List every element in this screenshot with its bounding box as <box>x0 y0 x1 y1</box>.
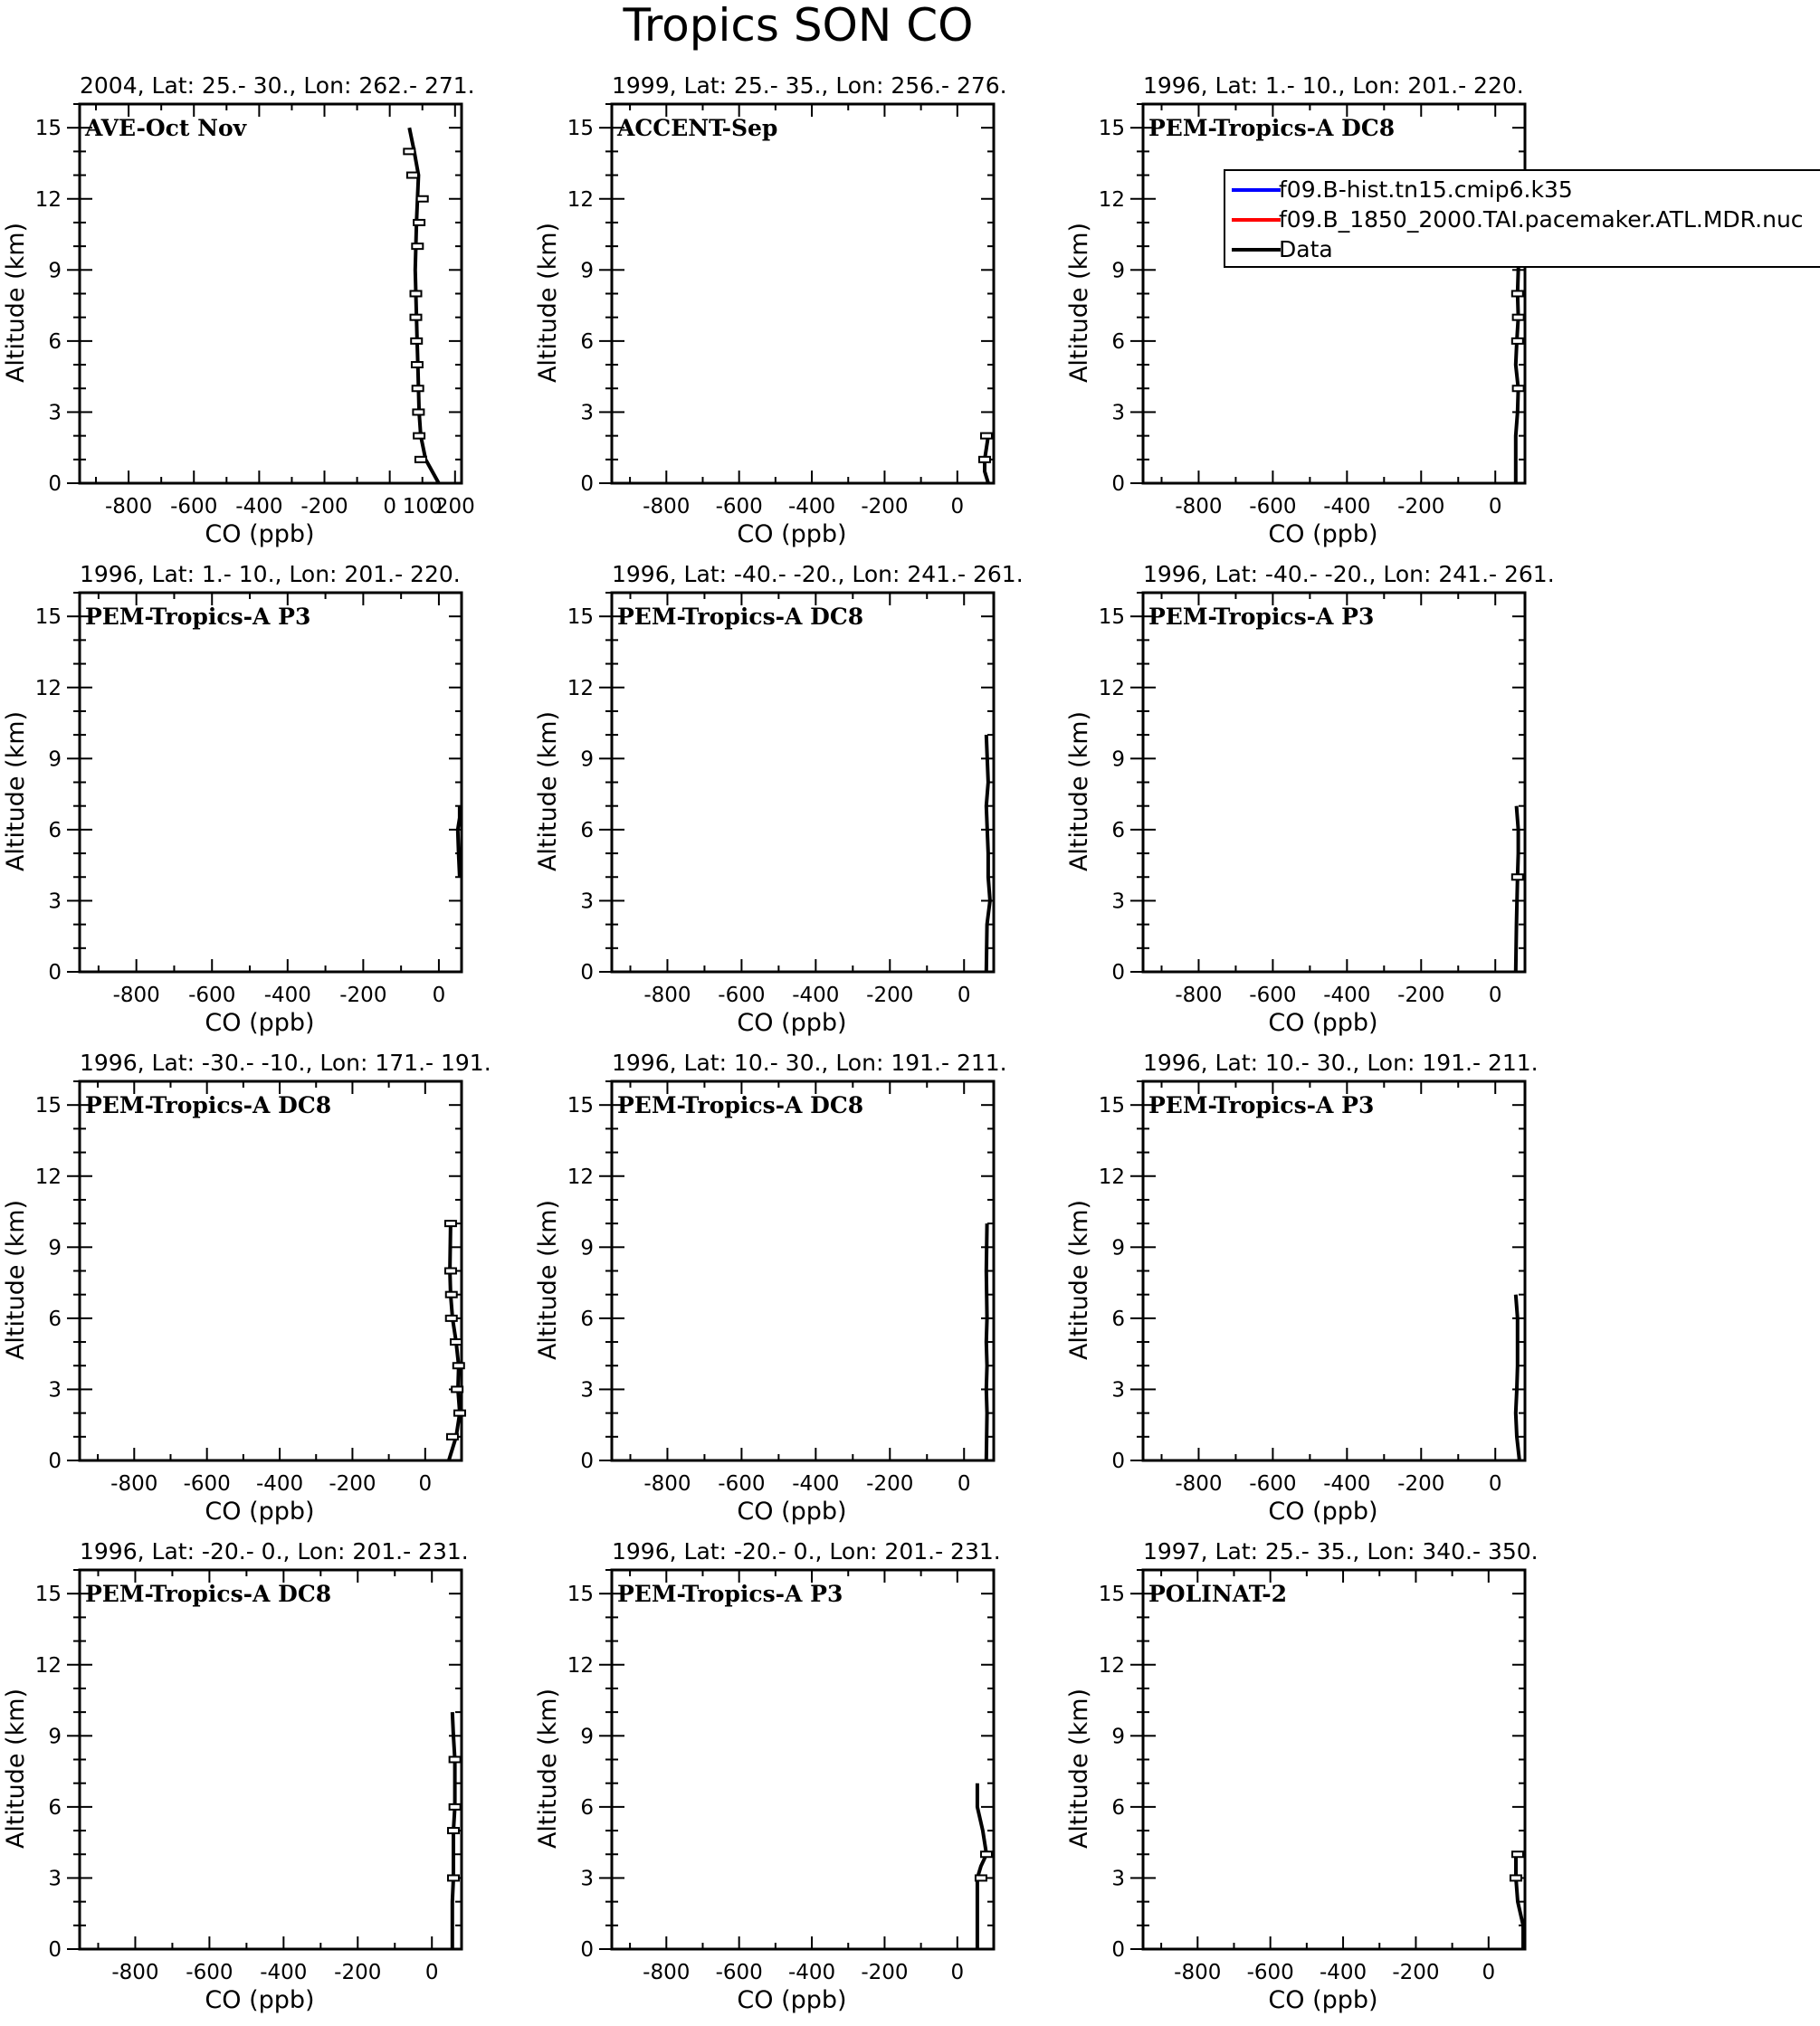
y-tick-label: 15 <box>1098 1583 1125 1607</box>
x-tick-label: -800 <box>643 495 691 518</box>
data-errbar <box>412 243 423 249</box>
panel-6 <box>1065 561 1555 1037</box>
data-errbar <box>407 173 418 178</box>
y-tick-label: 9 <box>1111 1725 1125 1749</box>
panel-3 <box>1065 72 1525 548</box>
y-tick-label: 15 <box>1098 605 1125 630</box>
x-axis-label: CO (ppb) <box>1268 520 1378 548</box>
x-tick-label: -600 <box>715 495 763 518</box>
campaign-label: PEM-Tropics-A DC8 <box>1148 115 1396 141</box>
y-tick-label: 3 <box>1111 1867 1125 1891</box>
y-tick-label: 12 <box>34 676 62 700</box>
panel-title: 1997, Lat: 25.- 35., Lon: 340.- 350. <box>1143 1538 1539 1565</box>
data-errbar <box>411 291 422 297</box>
x-tick-label: -600 <box>188 984 236 1007</box>
x-axis-label: CO (ppb) <box>205 1498 315 1526</box>
y-tick-label: 12 <box>567 676 594 700</box>
y-tick-label: 15 <box>1098 1094 1125 1118</box>
data-errbar <box>452 1386 462 1392</box>
x-tick-label: 0 <box>1488 984 1502 1007</box>
panel-4 <box>2 561 462 1037</box>
data-errbar <box>413 409 424 414</box>
y-tick-label: 6 <box>1111 329 1125 354</box>
panel-12 <box>1065 1538 1539 2014</box>
panel-title: 1996, Lat: -40.- -20., Lon: 241.- 261. <box>612 561 1024 587</box>
y-tick-label: 15 <box>567 1583 594 1607</box>
y-tick-label: 6 <box>580 1795 594 1820</box>
data-errbar <box>1512 874 1523 880</box>
x-tick-label: -800 <box>1175 984 1223 1007</box>
panel-title: 1996, Lat: 10.- 30., Lon: 191.- 211. <box>1143 1050 1539 1076</box>
x-tick-label: -600 <box>1249 984 1297 1007</box>
data-errbar <box>417 196 428 202</box>
y-tick-label: 9 <box>48 747 62 772</box>
panel-7 <box>2 1050 491 1526</box>
panel-title: 1996, Lat: -20.- 0., Lon: 201.- 231. <box>612 1538 1001 1565</box>
data-errbar <box>1512 291 1523 297</box>
y-tick-label: 3 <box>48 1378 62 1403</box>
legend-label: f09.B-hist.tn15.cmip6.k35 <box>1279 176 1573 203</box>
campaign-label: PEM-Tropics-A DC8 <box>85 1581 332 1607</box>
data-errbar <box>415 457 426 462</box>
plot-frame <box>612 593 994 972</box>
x-tick-label: -800 <box>111 1961 159 1984</box>
series-line-data <box>1516 246 1520 483</box>
y-tick-label: 6 <box>48 1307 62 1331</box>
panel-title: 1996, Lat: 1.- 10., Lon: 201.- 220. <box>80 561 461 587</box>
y-axis-label: Altitude (km) <box>1065 710 1093 872</box>
plot-frame <box>1143 1570 1525 1949</box>
y-tick-label: 9 <box>48 1236 62 1260</box>
x-tick-label: -200 <box>861 495 909 518</box>
plot-frame <box>80 1081 462 1460</box>
y-tick-label: 0 <box>580 1938 594 1962</box>
campaign-label: PEM-Tropics-A P3 <box>1148 1092 1375 1118</box>
x-tick-label: -400 <box>235 495 283 518</box>
data-errbar <box>1513 315 1524 320</box>
y-tick-label: 0 <box>48 1450 62 1473</box>
x-tick-label: -800 <box>112 984 160 1007</box>
x-tick-label: -800 <box>1175 1472 1223 1496</box>
y-axis-label: Altitude (km) <box>1065 1199 1093 1361</box>
y-tick-label: 9 <box>48 1725 62 1749</box>
y-tick-label: 6 <box>580 329 594 354</box>
panel-2 <box>534 72 1007 548</box>
x-tick-label: -600 <box>715 1961 763 1984</box>
campaign-label: ACCENT-Sep <box>617 115 778 141</box>
x-tick-label: -400 <box>255 1472 304 1496</box>
y-axis-label: Altitude (km) <box>534 710 562 872</box>
y-tick-label: 12 <box>1098 676 1125 700</box>
data-errbar <box>411 315 422 320</box>
y-tick-label: 9 <box>1111 1236 1125 1260</box>
data-errbar <box>981 433 992 439</box>
y-axis-label: Altitude (km) <box>2 1688 30 1850</box>
series-line-data <box>1516 1295 1520 1460</box>
x-axis-label: CO (ppb) <box>737 1009 847 1037</box>
data-errbar <box>446 1292 457 1298</box>
y-tick-label: 12 <box>1098 1165 1125 1189</box>
y-axis-label: Altitude (km) <box>2 222 30 384</box>
x-tick-label: 0 <box>383 495 396 518</box>
x-tick-label: -200 <box>866 984 914 1007</box>
data-errbar <box>451 1339 462 1345</box>
data-errbar <box>1512 338 1523 344</box>
x-tick-label: -200 <box>861 1961 909 1984</box>
y-tick-label: 12 <box>567 187 594 212</box>
x-tick-label: -800 <box>1175 495 1223 518</box>
x-tick-label: -200 <box>334 1961 382 1984</box>
y-tick-label: 9 <box>48 259 62 283</box>
y-tick-label: 15 <box>1098 117 1125 141</box>
panel-title: 1996, Lat: 10.- 30., Lon: 191.- 211. <box>612 1050 1007 1076</box>
data-errbar <box>981 1851 992 1857</box>
y-tick-label: 0 <box>1111 1938 1125 1962</box>
panel-9 <box>1065 1050 1539 1526</box>
data-errbar <box>979 457 990 462</box>
x-tick-label: -400 <box>792 1472 840 1496</box>
x-axis-label: CO (ppb) <box>737 1986 847 2014</box>
panel-title: 1996, Lat: -30.- -10., Lon: 171.- 191. <box>80 1050 491 1076</box>
campaign-label: PEM-Tropics-A DC8 <box>85 1092 332 1118</box>
y-tick-label: 0 <box>1111 1450 1125 1473</box>
data-errbar <box>448 1875 459 1880</box>
x-tick-label: -400 <box>787 495 836 518</box>
panel-10 <box>2 1538 469 2014</box>
x-axis-label: CO (ppb) <box>205 1986 315 2014</box>
y-axis-label: Altitude (km) <box>1065 1688 1093 1850</box>
y-tick-label: 15 <box>567 1094 594 1118</box>
y-tick-label: 3 <box>48 1867 62 1891</box>
x-tick-label: -800 <box>105 495 153 518</box>
y-tick-label: 9 <box>580 1236 594 1260</box>
x-tick-label: -400 <box>1319 1961 1367 1984</box>
y-tick-label: 15 <box>34 1583 62 1607</box>
y-tick-label: 3 <box>1111 889 1125 914</box>
plot-frame <box>1143 1081 1525 1460</box>
y-axis-label: Altitude (km) <box>534 1199 562 1361</box>
plot-frame <box>80 593 462 972</box>
legend-label: Data <box>1279 236 1333 262</box>
y-tick-label: 12 <box>1098 1653 1125 1678</box>
y-tick-label: 3 <box>1111 1378 1125 1403</box>
campaign-label: PEM-Tropics-A P3 <box>85 604 311 630</box>
y-tick-label: 6 <box>580 818 594 842</box>
x-tick-label: -400 <box>1323 984 1371 1007</box>
data-errbar <box>404 148 415 154</box>
x-tick-label: -400 <box>260 1961 308 1984</box>
campaign-label: PEM-Tropics-A P3 <box>617 1581 843 1607</box>
panel-title: 1999, Lat: 25.- 35., Lon: 256.- 276. <box>612 72 1007 99</box>
x-tick-label: -800 <box>643 984 691 1007</box>
x-tick-label: -200 <box>329 1472 376 1496</box>
y-tick-label: 3 <box>580 889 594 914</box>
y-tick-label: 12 <box>567 1165 594 1189</box>
y-tick-label: 3 <box>580 1378 594 1403</box>
data-errbar <box>1510 1875 1521 1880</box>
x-axis-label: CO (ppb) <box>1268 1498 1378 1526</box>
data-errbar <box>445 1221 456 1226</box>
y-tick-label: 6 <box>1111 818 1125 842</box>
x-tick-label: -600 <box>1249 495 1297 518</box>
y-tick-label: 15 <box>34 605 62 630</box>
y-tick-label: 15 <box>34 117 62 141</box>
y-tick-label: 3 <box>580 1867 594 1891</box>
x-axis-label: CO (ppb) <box>737 520 847 548</box>
x-tick-label: 0 <box>950 495 965 518</box>
x-tick-label: -600 <box>1249 1472 1297 1496</box>
x-tick-label: -600 <box>186 1961 233 1984</box>
data-errbar <box>1513 385 1524 391</box>
y-tick-label: 15 <box>34 1094 62 1118</box>
x-tick-label: 0 <box>1488 1472 1502 1496</box>
plot-frame <box>612 1081 994 1460</box>
panel-title: 1996, Lat: -40.- -20., Lon: 241.- 261. <box>1143 561 1555 587</box>
plot-frame <box>1143 593 1525 972</box>
x-axis-label: CO (ppb) <box>1268 1009 1378 1037</box>
x-tick-label: -200 <box>1397 495 1445 518</box>
y-tick-label: 0 <box>48 1938 62 1962</box>
data-errbar <box>450 1757 461 1763</box>
x-tick-label: -400 <box>1323 1472 1371 1496</box>
figure-title: Tropics SON CO <box>623 0 974 52</box>
x-tick-label: 0 <box>1482 1961 1496 1984</box>
series-line-data <box>986 1223 987 1460</box>
y-tick-label: 9 <box>580 259 594 283</box>
y-tick-label: 9 <box>1111 747 1125 772</box>
y-tick-label: 0 <box>48 472 62 496</box>
campaign-label: PEM-Tropics-A P3 <box>1148 604 1375 630</box>
campaign-label: PEM-Tropics-A DC8 <box>617 1092 864 1118</box>
y-tick-label: 6 <box>48 818 62 842</box>
x-axis-label: CO (ppb) <box>1268 1986 1378 2014</box>
x-tick-label: -600 <box>1246 1961 1294 1984</box>
x-tick-label: 0 <box>432 984 446 1007</box>
campaign-label: AVE-Oct Nov <box>85 115 247 141</box>
y-tick-label: 0 <box>580 1450 594 1473</box>
x-tick-label: -800 <box>110 1472 158 1496</box>
x-tick-label: -400 <box>1323 495 1371 518</box>
x-tick-label: -800 <box>643 1472 691 1496</box>
y-tick-label: 12 <box>567 1653 594 1678</box>
series-line-data <box>458 806 460 878</box>
y-tick-label: 9 <box>1111 259 1125 283</box>
x-tick-label: -600 <box>718 984 766 1007</box>
y-axis-label: Altitude (km) <box>534 1688 562 1850</box>
y-tick-label: 6 <box>48 329 62 354</box>
y-tick-label: 12 <box>34 1653 62 1678</box>
data-errbar <box>414 220 424 225</box>
y-tick-label: 15 <box>567 605 594 630</box>
x-tick-label: -400 <box>792 984 840 1007</box>
panels <box>2 72 1555 2014</box>
y-tick-label: 12 <box>34 187 62 212</box>
plot-frame <box>612 104 994 483</box>
y-axis-label: Altitude (km) <box>2 1199 30 1361</box>
panel-title: 1996, Lat: -20.- 0., Lon: 201.- 231. <box>80 1538 469 1565</box>
data-errbar <box>412 362 423 367</box>
x-tick-label: -200 <box>1392 1961 1440 1984</box>
x-tick-label: -400 <box>787 1961 836 1984</box>
y-axis-label: Altitude (km) <box>2 710 30 872</box>
plot-frame <box>80 104 462 483</box>
y-tick-label: 3 <box>48 889 62 914</box>
y-axis-label: Altitude (km) <box>1065 222 1093 384</box>
data-errbar <box>447 1434 458 1440</box>
y-tick-label: 9 <box>580 747 594 772</box>
x-axis-label: CO (ppb) <box>205 520 315 548</box>
series-line-data <box>977 1783 986 1949</box>
x-tick-label: -800 <box>1174 1961 1222 1984</box>
x-tick-label: 100 <box>402 495 443 518</box>
data-errbar <box>454 1411 465 1416</box>
y-tick-label: 12 <box>34 1165 62 1189</box>
x-tick-label: -600 <box>170 495 218 518</box>
series-line-data <box>1516 806 1519 972</box>
data-errbar <box>976 1875 986 1880</box>
x-tick-label: 0 <box>957 1472 971 1496</box>
x-tick-label: 0 <box>957 984 971 1007</box>
y-tick-label: 6 <box>1111 1307 1125 1331</box>
y-axis-label: Altitude (km) <box>534 222 562 384</box>
x-tick-label: -600 <box>718 1472 766 1496</box>
plot-frame <box>80 1570 462 1949</box>
campaign-label: PEM-Tropics-A DC8 <box>617 604 864 630</box>
x-axis-label: CO (ppb) <box>737 1498 847 1526</box>
campaign-label: POLINAT-2 <box>1148 1581 1287 1607</box>
y-tick-label: 0 <box>48 961 62 984</box>
data-errbar <box>453 1363 464 1368</box>
panel-title: 1996, Lat: 1.- 10., Lon: 201.- 220. <box>1143 72 1524 99</box>
y-tick-label: 3 <box>48 401 62 425</box>
panel-11 <box>534 1538 1001 2014</box>
x-tick-label: -400 <box>263 984 311 1007</box>
x-tick-label: -200 <box>339 984 387 1007</box>
data-errbar <box>450 1804 461 1810</box>
data-errbar <box>446 1316 457 1321</box>
y-tick-label: 0 <box>580 961 594 984</box>
y-tick-label: 0 <box>1111 961 1125 984</box>
x-tick-label: -200 <box>1397 1472 1445 1496</box>
y-tick-label: 3 <box>580 401 594 425</box>
x-tick-label: -200 <box>1397 984 1445 1007</box>
x-tick-label: -800 <box>643 1961 691 1984</box>
data-errbar <box>445 1269 456 1274</box>
data-errbar <box>413 385 424 391</box>
x-axis-label: CO (ppb) <box>205 1009 315 1037</box>
plot-frame <box>1143 104 1525 483</box>
y-tick-label: 12 <box>1098 187 1125 212</box>
data-errbar <box>411 338 422 344</box>
y-tick-label: 6 <box>580 1307 594 1331</box>
x-tick-label: -200 <box>300 495 348 518</box>
y-tick-label: 6 <box>48 1795 62 1820</box>
y-tick-label: 6 <box>1111 1795 1125 1820</box>
panel-title: 2004, Lat: 25.- 30., Lon: 262.- 271. <box>80 72 475 99</box>
plot-frame <box>612 1570 994 1949</box>
x-tick-label: -200 <box>866 1472 914 1496</box>
x-tick-label: 0 <box>424 1961 439 1984</box>
data-errbar <box>448 1828 459 1833</box>
panel-1 <box>2 72 475 548</box>
series-line-data <box>409 128 439 483</box>
y-tick-label: 0 <box>1111 472 1125 496</box>
x-tick-label: 0 <box>1488 495 1502 518</box>
y-tick-label: 0 <box>580 472 594 496</box>
data-errbar <box>1512 1851 1523 1857</box>
series-line-data <box>986 735 990 972</box>
x-tick-label: 0 <box>950 1961 965 1984</box>
data-errbar <box>414 433 424 439</box>
y-tick-label: 9 <box>580 1725 594 1749</box>
panel-8 <box>534 1050 1007 1526</box>
x-tick-label: 0 <box>418 1472 433 1496</box>
legend <box>1224 170 1820 267</box>
x-tick-label: -600 <box>183 1472 231 1496</box>
x-tick-label: 200 <box>434 495 475 518</box>
panel-5 <box>534 561 1024 1037</box>
legend-label: f09.B_1850_2000.TAI.pacemaker.ATL.MDR.nuc <box>1279 206 1804 233</box>
y-tick-label: 3 <box>1111 401 1125 425</box>
y-tick-label: 15 <box>567 117 594 141</box>
